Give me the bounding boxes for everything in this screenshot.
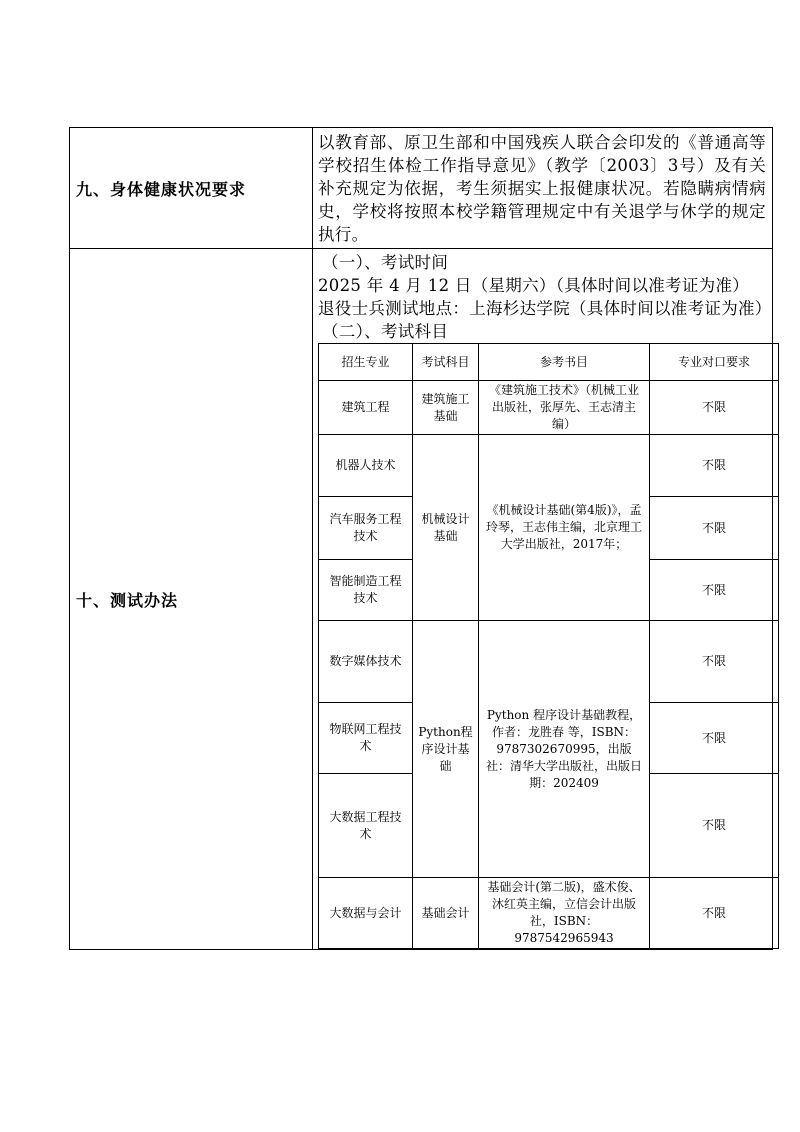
reference-book-cell: Python 程序设计基础教程，作者：龙胜春 等，ISBN：9787302670995，出版社：清华大学出版社，出版日期：202409: [479, 621, 650, 878]
requirement-cell: 不限: [650, 621, 779, 703]
major-cell: 智能制造工程技术: [319, 560, 413, 621]
reference-book-cell: 基础会计(第二版)，盛术俊、沐红英主编，立信会计出版社，ISBN：9787542965943: [479, 878, 650, 949]
subjects-header-row: [319, 344, 779, 381]
health-requirement-text: 以教育部、原卫生部和中国残疾人联合会印发的《普通高等学校招生体检工作指导意见》（教学〔2003〕3号）及有关补充规定为依据，考生须据实上报健康状况。若隐瞒病情病史，学校将按照本校学籍管理规定中有关退学与休学的规定执行。: [318, 132, 766, 244]
subject-cell: Python程序设计基础: [413, 621, 479, 878]
requirement-cell: 不限: [650, 774, 779, 878]
major-cell: 大数据工程技术: [319, 774, 413, 878]
subject-cell: 基础会计: [413, 878, 479, 949]
section-10-row: [70, 249, 773, 950]
section-9-content-cell: [313, 128, 773, 249]
section-9-row: [70, 128, 773, 249]
requirement-cell: 不限: [650, 381, 779, 435]
header-subject: 考试科目: [413, 344, 479, 381]
section-10-content-cell: [313, 249, 773, 950]
table-row: [319, 381, 779, 435]
requirement-cell: 不限: [650, 435, 779, 497]
veteran-test-location: 退役士兵测试地点：上海杉达学院（具体时间以准考证为准）: [318, 299, 772, 318]
exam-time-heading: （一）、考试时间: [322, 253, 449, 272]
reference-book-cell: 《机械设计基础(第4版)》，孟玲琴，王志伟主编，北京理工大学出版社，2017年；: [479, 435, 650, 621]
subject-cell: 建筑施工基础: [413, 381, 479, 435]
header-reference-books: 参考书目: [479, 344, 650, 381]
major-cell: 汽车服务工程技术: [319, 497, 413, 560]
requirement-cell: 不限: [650, 560, 779, 621]
reference-book-cell: 《建筑施工技术》（机械工业出版社，张厚先、王志清主编）: [479, 381, 650, 435]
major-cell: 数字媒体技术: [319, 621, 413, 703]
header-major-match: 专业对口要求: [650, 344, 779, 381]
table-row: [319, 878, 779, 949]
exam-info-lines: [313, 249, 772, 343]
requirement-cell: 不限: [650, 878, 779, 949]
table-row: [319, 435, 779, 497]
section-10-label: 十、测试办法: [70, 249, 313, 950]
subject-cell: 机械设计基础: [413, 435, 479, 621]
requirement-cell: 不限: [650, 703, 779, 774]
subjects-heading: （二）、考试科目: [322, 322, 449, 341]
major-cell: 大数据与会计: [319, 878, 413, 949]
major-cell: 建筑工程: [319, 381, 413, 435]
header-major: 招生专业: [319, 344, 413, 381]
table-row: [319, 621, 779, 703]
major-cell: 物联网工程技术: [319, 703, 413, 774]
requirement-cell: 不限: [650, 497, 779, 560]
admission-requirements-table: [69, 127, 773, 950]
section-9-label: 九、身体健康状况要求: [70, 128, 313, 249]
exam-date: 2025 年 4 月 12 日（星期六）（具体时间以准考证为准）: [318, 276, 750, 295]
major-cell: 机器人技术: [319, 435, 413, 497]
exam-subjects-table: [318, 343, 779, 949]
